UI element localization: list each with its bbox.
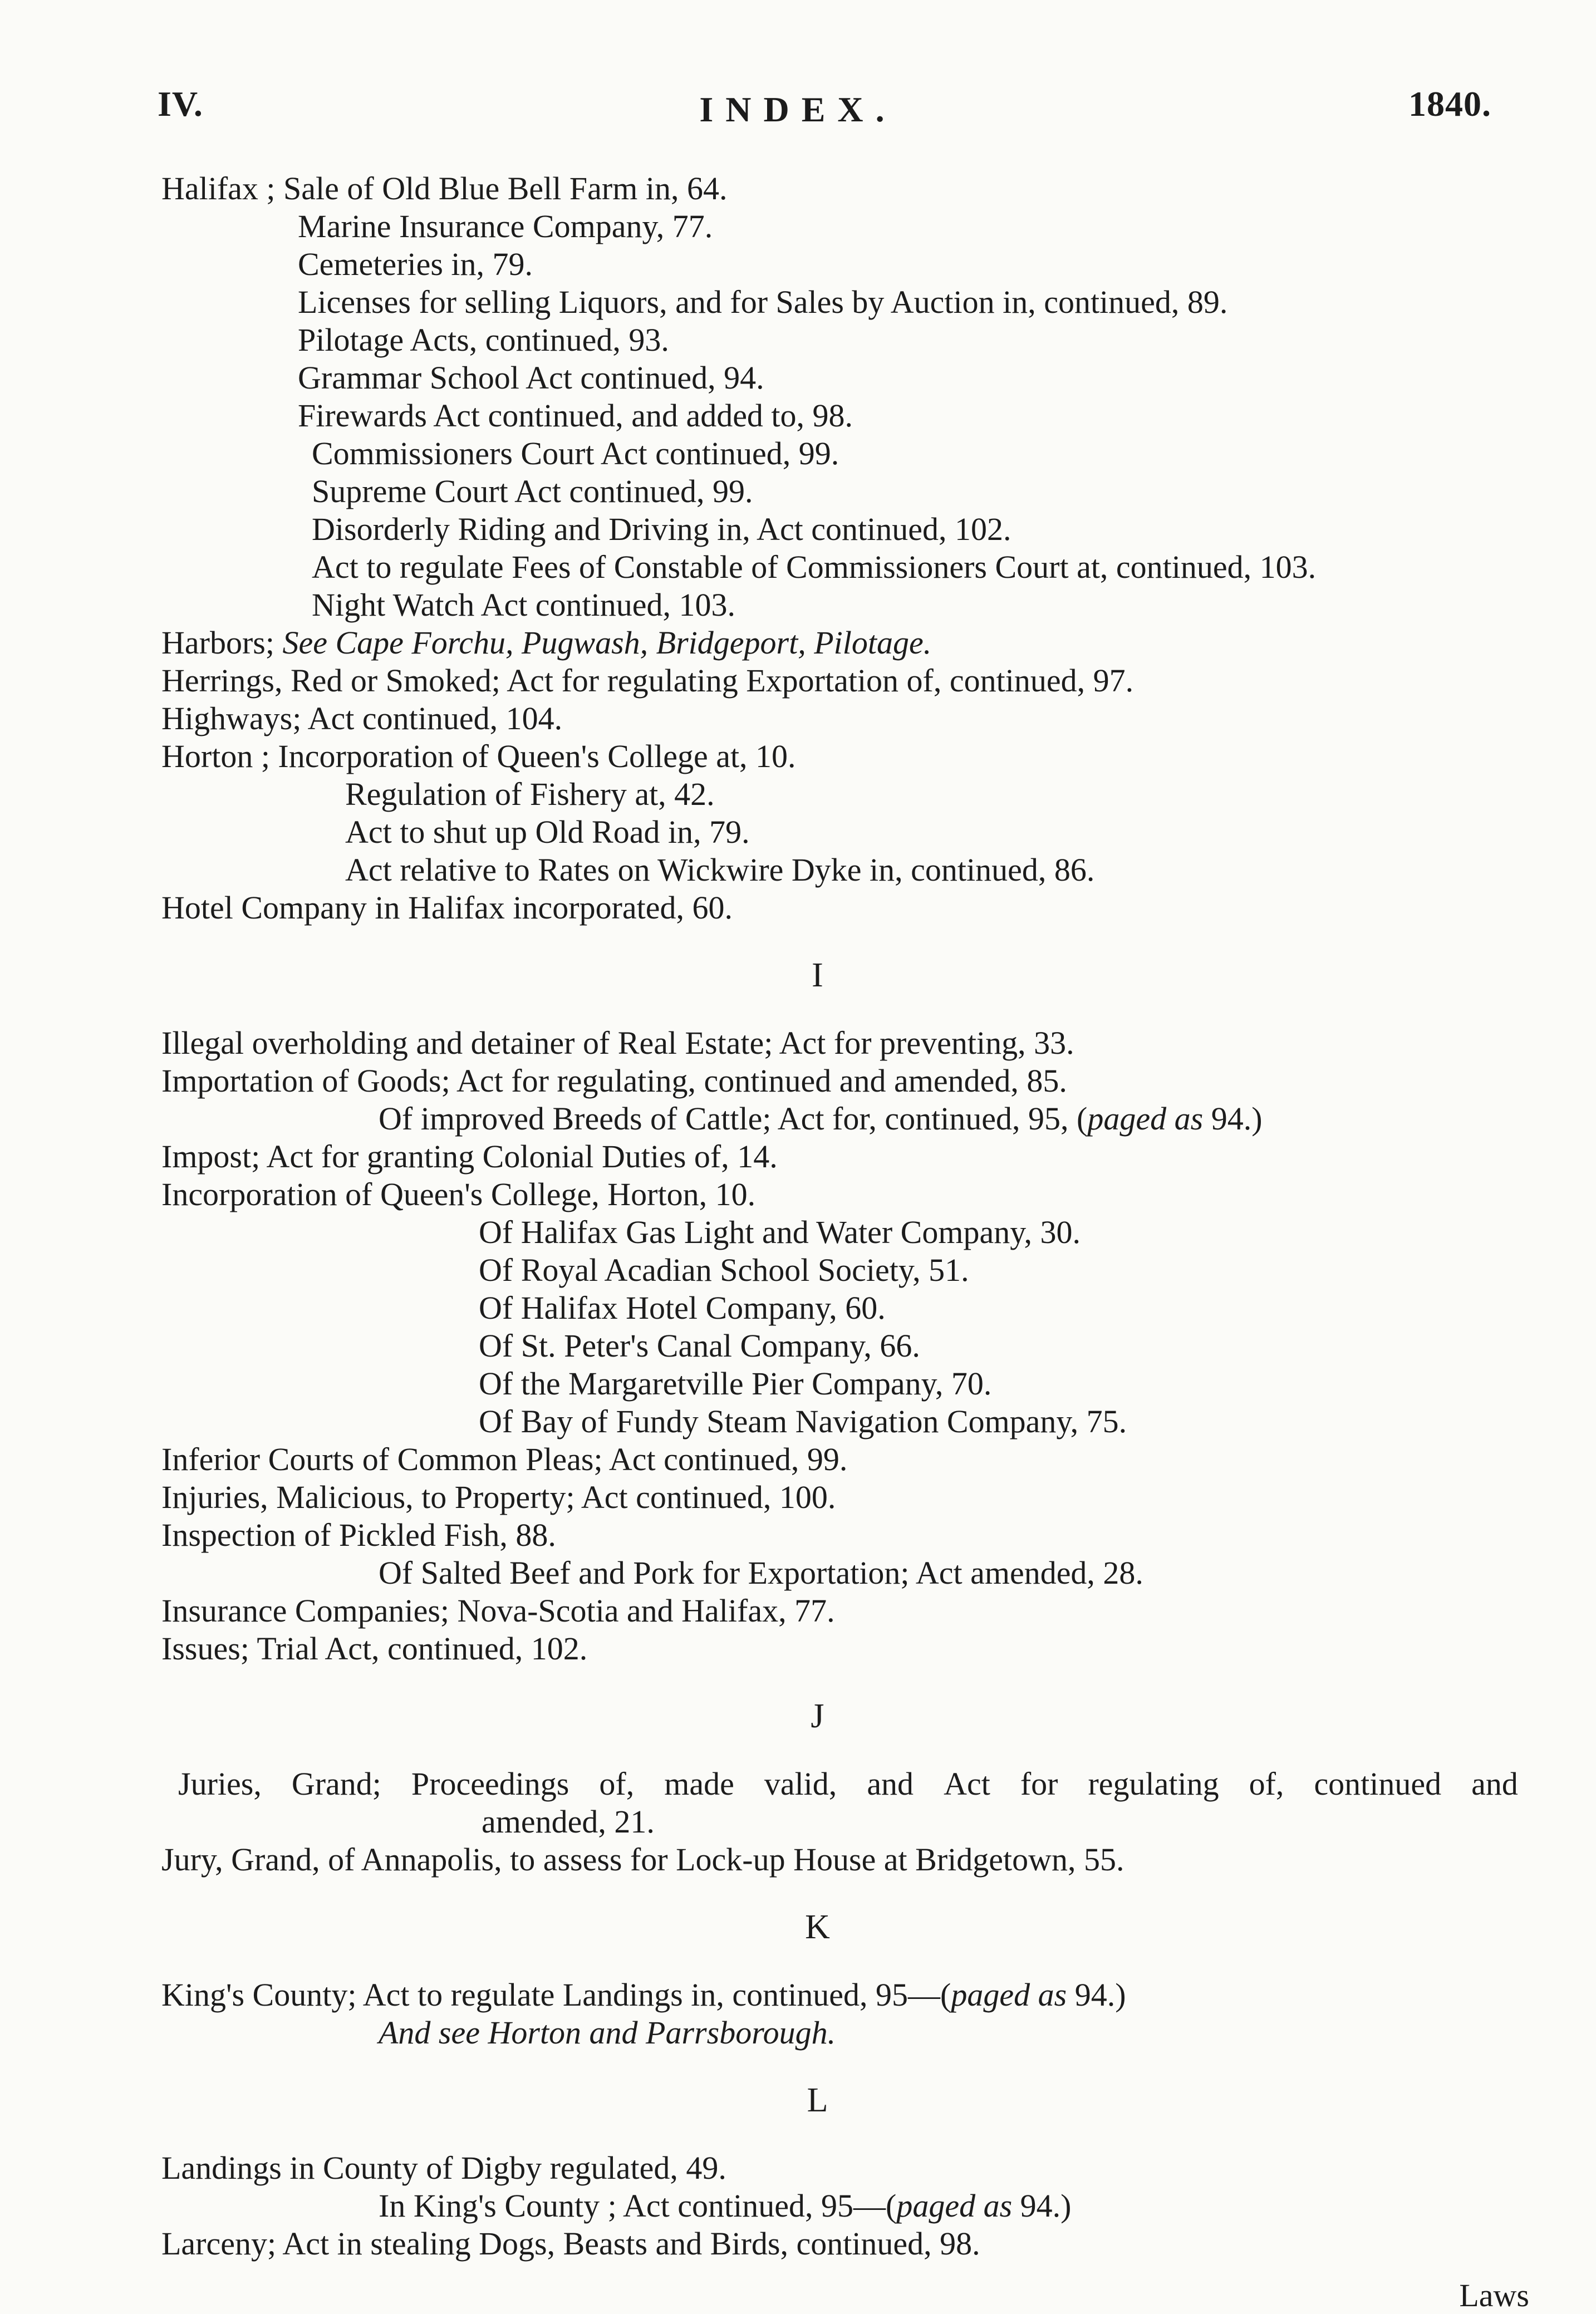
entry-word: Act bbox=[944, 1766, 990, 1802]
index-entry bbox=[0, 2225, 1596, 2263]
entry-text: Hotel Company in Halifax incorporated, 60. bbox=[161, 890, 733, 926]
index-entry bbox=[0, 1554, 1596, 1592]
index-entry bbox=[0, 1976, 1596, 2014]
entry-text: Inferior Courts of Common Pleas; Act continued, 99. bbox=[161, 1441, 848, 1477]
entry-text: In King's County ; Act continued, 95—( bbox=[379, 2188, 897, 2224]
entry-word: valid, bbox=[764, 1766, 837, 1802]
index-entry bbox=[0, 1214, 1596, 1251]
entry-text: Marine Insurance Company, 77. bbox=[298, 208, 713, 244]
entry-word: Proceedings bbox=[411, 1766, 569, 1802]
entry-word: continued bbox=[1314, 1766, 1442, 1802]
entry-text: Highways; Act continued, 104. bbox=[161, 700, 563, 736]
index-entry bbox=[0, 1062, 1596, 1100]
index-entry bbox=[0, 170, 1596, 208]
index-entry bbox=[0, 2187, 1596, 2225]
entry-tail-text: 94.) bbox=[1012, 2188, 1072, 2224]
index-entry bbox=[0, 1100, 1596, 1138]
entry-word: Grand; bbox=[291, 1766, 381, 1802]
entry-text: Insurance Companies; Nova-Scotia and Halifax, 77. bbox=[161, 1593, 835, 1629]
entry-text: Night Watch Act continued, 103. bbox=[312, 587, 736, 623]
index-entry bbox=[0, 1327, 1596, 1365]
entry-text: Inspection of Pickled Fish, 88. bbox=[161, 1517, 556, 1553]
entry-tail-text: 94.) bbox=[1067, 1977, 1126, 2013]
entry-word: and bbox=[1471, 1766, 1518, 1802]
index-entries bbox=[0, 170, 1596, 2263]
index-entry bbox=[0, 1630, 1596, 1668]
index-entry bbox=[0, 1592, 1596, 1630]
entry-italic-text: paged as bbox=[951, 1977, 1067, 2013]
entry-word: Juries, bbox=[178, 1766, 262, 1802]
entry-text: Regulation of Fishery at, 42. bbox=[345, 776, 715, 812]
index-entry bbox=[0, 435, 1596, 473]
index-entry bbox=[0, 245, 1596, 283]
entry-word: of, bbox=[599, 1766, 635, 1802]
section-letter-k: K bbox=[805, 1908, 830, 1946]
entry-text: Act to shut up Old Road in, 79. bbox=[345, 814, 750, 850]
entry-text: amended, 21. bbox=[482, 1804, 655, 1840]
entry-text: Grammar School Act continued, 94. bbox=[298, 360, 764, 396]
entry-tail-text: 94.) bbox=[1203, 1100, 1263, 1137]
entry-text: Of Salted Beef and Pork for Exportation; Act amended, 28. bbox=[379, 1555, 1143, 1591]
index-entry bbox=[0, 1403, 1596, 1441]
entry-text: Of improved Breeds of Cattle; Act for, continued, 95, ( bbox=[379, 1100, 1088, 1137]
entry-text: Of Halifax Hotel Company, 60. bbox=[479, 1290, 886, 1326]
index-entry bbox=[0, 662, 1596, 700]
entry-italic-text: paged as bbox=[896, 2188, 1013, 2224]
index-entry bbox=[0, 1765, 1596, 1803]
entry-text: Herrings, Red or Smoked; Act for regulating Exportation of, continued, 97. bbox=[161, 662, 1134, 699]
index-entry bbox=[0, 1803, 1596, 1841]
index-entry bbox=[0, 2014, 1596, 2052]
entry-word: regulating bbox=[1088, 1766, 1219, 1802]
entry-text: Of St. Peter's Canal Company, 66. bbox=[479, 1328, 920, 1364]
index-entry bbox=[0, 548, 1596, 586]
entry-word: made bbox=[664, 1766, 734, 1802]
entry-italic-text: And see Horton and Parrsborough. bbox=[379, 2015, 836, 2051]
section-letter-i: I bbox=[812, 956, 823, 994]
index-entry bbox=[0, 1478, 1596, 1516]
entry-text: Larceny; Act in stealing Dogs, Beasts and Birds, continued, 98. bbox=[161, 2225, 980, 2262]
index-entry bbox=[0, 1024, 1596, 1062]
entry-text: Commissioners Court Act continued, 99. bbox=[312, 435, 839, 471]
index-entry bbox=[0, 1841, 1596, 1879]
entry-text: Incorporation of Queen's College, Horton, 10. bbox=[161, 1176, 756, 1212]
index-entry bbox=[0, 1516, 1596, 1554]
entry-text: Of Halifax Gas Light and Water Company, 30. bbox=[479, 1214, 1081, 1250]
index-entry bbox=[0, 1176, 1596, 1214]
entry-text: Injuries, Malicious, to Property; Act continued, 100. bbox=[161, 1479, 836, 1515]
index-entry bbox=[0, 700, 1596, 738]
entry-text: Of Bay of Fundy Steam Navigation Company, 75. bbox=[479, 1403, 1127, 1440]
entry-text: King's County; Act to regulate Landings in, continued, 95—( bbox=[161, 1977, 951, 2013]
index-entry bbox=[0, 321, 1596, 359]
catchword: Laws bbox=[1459, 2277, 1529, 2313]
entry-text: Of Royal Acadian School Society, 51. bbox=[479, 1252, 969, 1288]
index-entry bbox=[0, 397, 1596, 435]
index-entry bbox=[0, 889, 1596, 927]
entry-text: Licenses for selling Liquors, and for Sales by Auction in, continued, 89. bbox=[298, 284, 1228, 320]
entry-text: Harbors; bbox=[161, 625, 283, 661]
entry-text: Act to regulate Fees of Constable of Commissioners Court at, continued, 103. bbox=[312, 549, 1317, 585]
entry-text: Halifax ; Sale of Old Blue Bell Farm in, 64. bbox=[161, 170, 728, 207]
entry-word: of, bbox=[1249, 1766, 1284, 1802]
index-entry bbox=[0, 738, 1596, 775]
page-number: IV. bbox=[158, 84, 203, 124]
entry-italic-text: See Cape Forchu, Pugwash, Bridgeport, Pilotage. bbox=[282, 625, 932, 661]
entry-text: Issues; Trial Act, continued, 102. bbox=[161, 1630, 588, 1667]
entry-text: Disorderly Riding and Driving in, Act continued, 102. bbox=[312, 511, 1011, 547]
index-entry bbox=[0, 1138, 1596, 1176]
entry-text: Supreme Court Act continued, 99. bbox=[312, 473, 753, 509]
entry-text: Firewards Act continued, and added to, 98. bbox=[298, 397, 853, 434]
entry-text: Of the Margaretville Pier Company, 70. bbox=[479, 1365, 992, 1402]
entry-text: Act relative to Rates on Wickwire Dyke in, continued, 86. bbox=[345, 852, 1095, 888]
entry-text: Horton ; Incorporation of Queen's College at, 10. bbox=[161, 738, 796, 774]
entry-text: Importation of Goods; Act for regulating, continued and amended, 85. bbox=[161, 1063, 1067, 1099]
entry-text: Illegal overholding and detainer of Real Estate; Act for preventing, 33. bbox=[161, 1025, 1074, 1061]
entry-text: Pilotage Acts, continued, 93. bbox=[298, 322, 669, 358]
entry-text: Impost; Act for granting Colonial Duties of, 14. bbox=[161, 1138, 778, 1175]
entry-word: and bbox=[867, 1766, 914, 1802]
index-entry bbox=[0, 813, 1596, 851]
index-entry bbox=[0, 1441, 1596, 1478]
index-entry bbox=[0, 208, 1596, 245]
page-title: INDEX. bbox=[699, 90, 897, 129]
section-letter-j: J bbox=[811, 1697, 824, 1735]
index-entry bbox=[0, 359, 1596, 397]
index-entry bbox=[0, 1365, 1596, 1403]
index-entry bbox=[0, 510, 1596, 548]
index-entry bbox=[0, 586, 1596, 624]
entry-word: for bbox=[1020, 1766, 1058, 1802]
entry-italic-text: paged as bbox=[1087, 1100, 1204, 1137]
index-entry bbox=[0, 283, 1596, 321]
index-entry bbox=[0, 851, 1596, 889]
section-letter-l: L bbox=[807, 2081, 828, 2119]
index-entry bbox=[0, 775, 1596, 813]
index-entry bbox=[0, 1251, 1596, 1289]
entry-text: Jury, Grand, of Annapolis, to assess for Lock-up House at Bridgetown, 55. bbox=[161, 1841, 1124, 1878]
index-entry bbox=[0, 1289, 1596, 1327]
index-entry bbox=[0, 473, 1596, 510]
index-entry bbox=[0, 624, 1596, 662]
entry-text: Cemeteries in, 79. bbox=[298, 246, 533, 282]
year-label: 1840. bbox=[1408, 84, 1491, 124]
index-entry bbox=[0, 2149, 1596, 2187]
entry-text: Landings in County of Digby regulated, 49. bbox=[161, 2150, 726, 2186]
